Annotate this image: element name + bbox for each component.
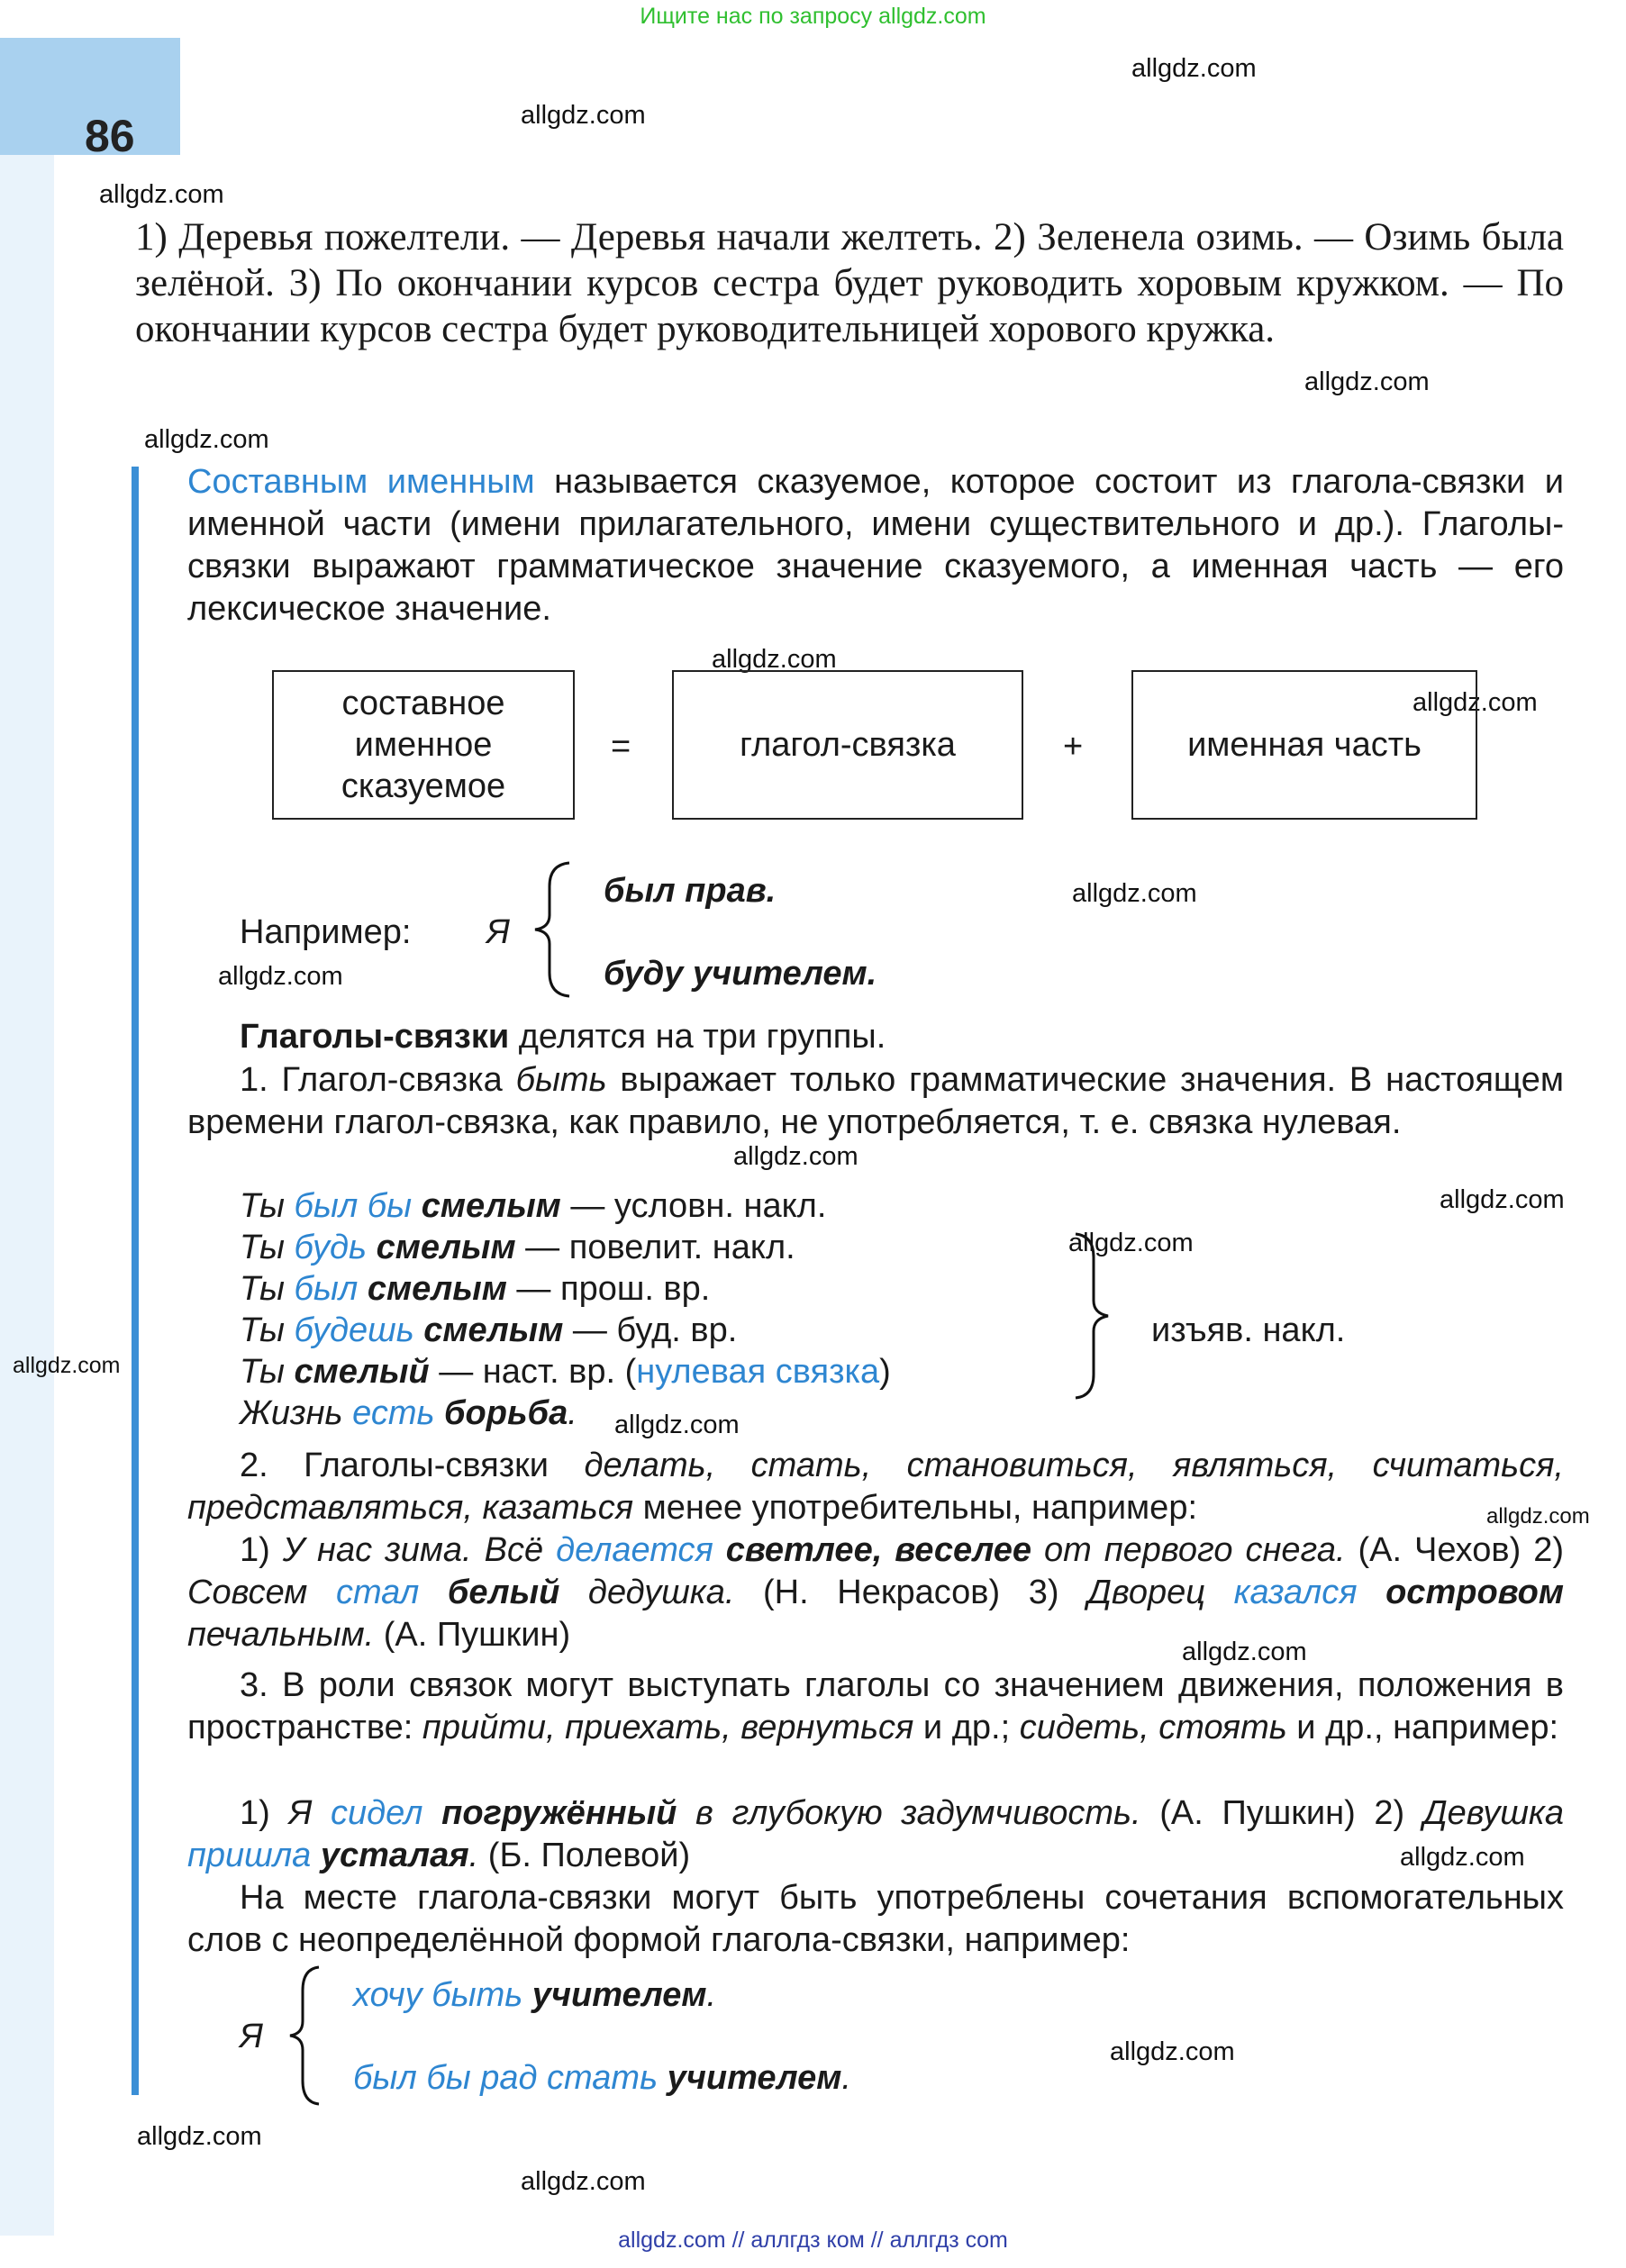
watermark: allgdz.com: [1413, 688, 1538, 717]
form-present: Ты смелый — наст. вр. (нулевая связка): [240, 1353, 891, 1391]
rule-text: называется сказуемое, которое состоит из глагола-связки и именной части (имени прилагательного, имени существительного и др.). Глаголы-связки выражают грамматическое значение сказуемого, а именная часть — его лексическое значение.: [187, 463, 1564, 628]
example-subject: Я: [486, 913, 510, 951]
example-line-2: буду учителем.: [604, 955, 877, 993]
form-imperative: Ты будь смелым — повелит. накл.: [240, 1229, 795, 1266]
watermark: allgdz.com: [99, 180, 224, 209]
scheme-middle-box: глагол-связка: [672, 670, 1023, 820]
example-line-1: был прав.: [604, 872, 777, 910]
intro-examples: 1) Деревья пожелтели. — Деревья начали желтеть. 2) Зеленела озимь. — Озимь была зелёной. 3) По окончании курсов сестра будет руководить хоровым кружком. — По окончании курсов сестра будет руководительницей хорового кружка.: [135, 216, 1564, 350]
watermark: allgdz.com: [1131, 54, 1257, 83]
watermark: allgdz.com: [218, 962, 343, 991]
mood-label: изъяв. накл.: [1151, 1311, 1346, 1349]
watermark: allgdz.com: [521, 2167, 646, 2196]
group-2-examples: 1) У нас зима. Всё делается светлее, веселее от первого снега. (А. Чехов) 2) Совсем стал белый дедушка. (Н. Некрасов) 3) Дворец казался островом печальным. (А. Пушкин): [187, 1531, 1564, 1654]
rule-accent-bar: [132, 467, 139, 2095]
watermark: allgdz.com: [137, 2122, 262, 2151]
scheme-equals: =: [611, 728, 631, 766]
watermark: allgdz.com: [1072, 879, 1197, 908]
brace-left: [530, 859, 584, 1000]
form-future: Ты будешь смелым — буд. вр.: [240, 1311, 738, 1349]
form-conditional: Ты был бы смелым — условн. накл.: [240, 1187, 827, 1225]
form-past: Ты был смелым — прош. вр.: [240, 1270, 711, 1308]
watermark: allgdz.com: [1400, 1843, 1525, 1872]
watermark: allgdz.com: [1304, 367, 1430, 396]
example-2-subject: Я: [240, 2018, 263, 2055]
example-2-line-1: хочу быть учителем.: [353, 1976, 717, 2014]
search-hint[interactable]: Ищите нас по запросу allgdz.com: [640, 4, 986, 29]
page-edge-tint: [0, 38, 54, 2236]
example-2-line-2: был бы рад стать учителем.: [353, 2059, 851, 2097]
scheme-plus: +: [1063, 728, 1084, 766]
watermark: allgdz.com: [1182, 1637, 1307, 1666]
brace-left-2: [285, 1964, 330, 2108]
groups-heading: Глаголы-связки делятся на три группы.: [240, 1018, 886, 1056]
scheme-right-box: именная часть: [1131, 670, 1477, 820]
group-2-text: 2. Глаголы-связки делать, стать, становиться, являться, считаться, представляться, казаться менее употребительны, например:: [187, 1447, 1564, 1527]
watermark: allgdz.com: [733, 1142, 858, 1171]
rule-term: Составным именным: [187, 463, 535, 501]
watermark: allgdz.com: [1486, 1504, 1590, 1529]
form-zero-link-example: Жизнь есть борьба.: [240, 1394, 577, 1432]
watermark: allgdz.com: [712, 645, 837, 674]
group-3-examples: 1) Я сидел погружённый в глубокую задумчивость. (А. Пушкин) 2) Девушка пришла усталая. (Б. Полевой): [187, 1794, 1564, 1874]
rule-definition: [187, 461, 1564, 631]
example-label: Например:: [240, 913, 412, 951]
watermark: allgdz.com: [614, 1411, 740, 1439]
footer-links[interactable]: allgdz.com // аллгдз ком // аллгдз com: [618, 2227, 1008, 2253]
watermark: allgdz.com: [521, 101, 646, 130]
watermark: allgdz.com: [144, 425, 269, 454]
group-1-text: 1. Глагол-связка быть выражает только грамматические значения. В настоящем времени глагол-связка, как правило, не употребляется, т. е. связка нулевая.: [187, 1061, 1564, 1141]
page-number: 86: [85, 111, 135, 161]
brace-right: [1070, 1230, 1115, 1402]
watermark: allgdz.com: [1440, 1185, 1565, 1214]
watermark: allgdz.com: [13, 1353, 121, 1378]
watermark: allgdz.com: [1110, 2037, 1235, 2066]
scheme-left-box: составное именное сказуемое: [272, 670, 575, 820]
watermark: allgdz.com: [1068, 1229, 1194, 1257]
final-paragraph: На месте глагола-связки могут быть употреблены сочетания вспомогательных слов с неопределённой формой глагола-связки, например:: [187, 1879, 1564, 1959]
group-3-text: 3. В роли связок могут выступать глаголы со значением движения, положения в пространстве: прийти, приехать, вернуться и др.; сидеть, стоять и др., например:: [187, 1666, 1564, 1746]
